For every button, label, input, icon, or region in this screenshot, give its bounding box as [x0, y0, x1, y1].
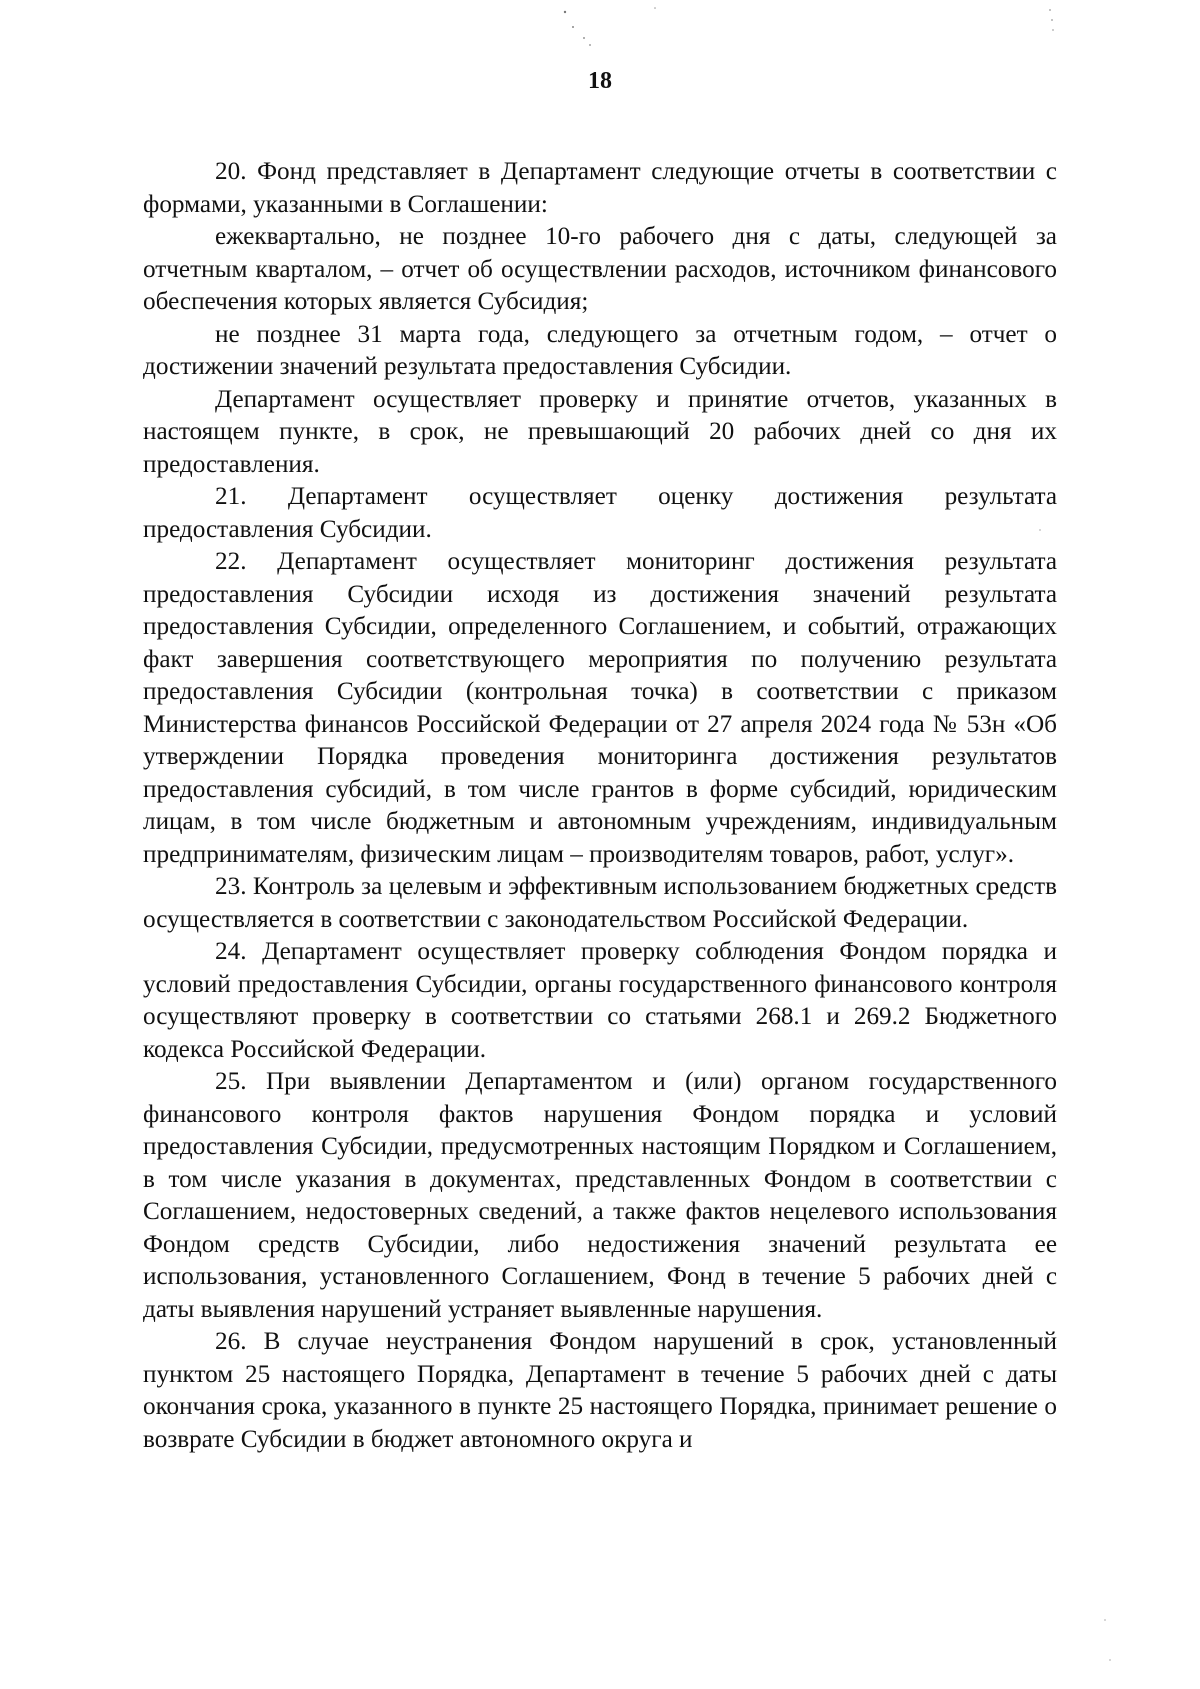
paragraph-25: 25. При выявлении Департаментом и (или) органом государственного финансового контроля фактов нарушения Фондом порядка и условий предоставления Субсидии, предусмотренных настоящим Порядком и Соглашением, в том числе указания в документах, представленных Фондом в соответствии с Соглашением, недостоверных сведений, а также фактов нецелевого использования Фондом средств Субсидии, либо недостижения значений результата ее использования, установленного Соглашением, Фонд в течение 5 рабочих дней с даты выявления нарушений устраняет выявленные нарушения.	[143, 1068, 1057, 1323]
paragraph-24: 24. Департамент осуществляет проверку соблюдения Фондом порядка и условий предоставления Субсидии, органы государственного финансового контроля осуществляют проверку в соответствии со статьями 268.1 и 269.2 Бюджетного кодекса Российской Федерации.	[143, 938, 1057, 1063]
paragraph-21: 21. Департамент осуществляет оценку достижения результата предоставления Субсидии.	[143, 483, 1057, 543]
paragraph-26: 26. В случае неустранения Фондом нарушений в срок, установленный пунктом 25 настоящего Порядка, Департамент в течение 5 рабочих дней с даты окончания срока, указанного в пункте 25 настоящего Порядка, принимает решение о возврате Субсидии в бюджет автономного округа и	[143, 1328, 1057, 1453]
document-body	[143, 156, 1057, 1456]
paragraph-23: 23. Контроль за целевым и эффективным использованием бюджетных средств осуществляется в соответствии с законодательством Российской Федерации.	[143, 873, 1057, 933]
paragraph-22: 22. Департамент осуществляет мониторинг достижения результата предоставления Субсидии исходя из достижения значений результата предоставления Субсидии, определенного Соглашением, и событий, отражающих факт завершения соответствующего мероприятия по получению результата предоставления Субсидии (контрольная точка) в соответствии с приказом Министерства финансов Российской Федерации от 27 апреля 2024 года № 53н «Об утверждении Порядка проведения мониторинга достижения результатов предоставления субсидий, в том числе грантов в форме субсидий, юридическим лицам, в том числе бюджетным и автономным учреждениям, индивидуальным предпринимателям, физическим лицам – производителям товаров, работ, услуг».	[143, 548, 1057, 868]
paragraph-20-quarterly: ежеквартально, не позднее 10-го рабочего дня с даты, следующей за отчетным кварталом, – отчет об осуществлении расходов, источником финансового обеспечения которых является Субсидия;	[143, 223, 1057, 315]
paragraph-20-review: Департамент осуществляет проверку и принятие отчетов, указанных в настоящем пункте, в срок, не превышающий 20 рабочих дней со дня их предоставления.	[143, 385, 1057, 478]
page-number: 18	[588, 68, 612, 94]
paragraph-20-annual: не позднее 31 марта года, следующего за отчетным годом, – отчет о достижении значений результата предоставления Субсидии.	[143, 320, 1057, 380]
paragraph-20: 20. Фонд представляет в Департамент следующие отчеты в соответствии с формами, указанными в Соглашении:	[143, 158, 1057, 218]
